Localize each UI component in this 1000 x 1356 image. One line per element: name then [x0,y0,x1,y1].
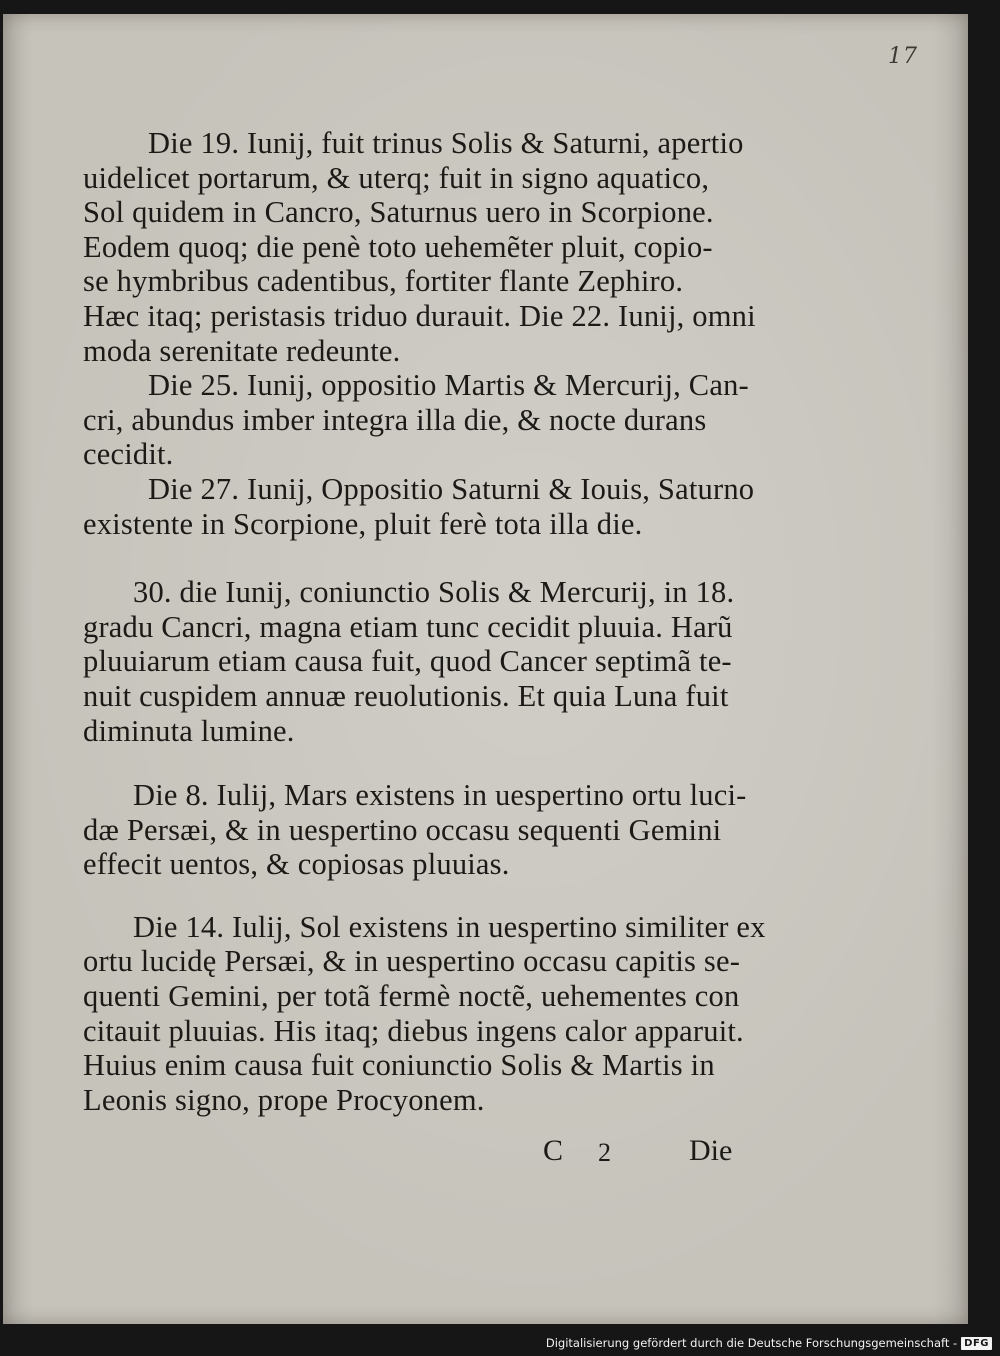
catchword: Die [689,1134,733,1167]
text-line: Eodem quoq; die penè toto uehemẽter pluit, copio- [83,229,713,264]
paragraph [83,368,773,472]
paragraph [83,910,773,1118]
text-line: Die 27. Iunij, Oppositio Saturni & Iouis, Saturno [148,471,755,506]
text-line: Leonis signo, prope Procyonem. [83,1082,485,1117]
text-line: cri, abundus imber integra illa die, & nocte durans [83,402,707,437]
main-text [83,126,773,1117]
text-line: effecit uentos, & copiosas pluuias. [83,847,510,882]
text-line: existente in Scorpione, pluit ferè tota illa die. [83,506,643,541]
text-line: dæ Persæi, & in uespertino occasu sequenti Gemini [83,812,722,847]
text-line: Huius enim causa fuit coniunctio Solis & Martis in [83,1048,715,1083]
text-line: Hæc itaq; peristasis triduo durauit. Die 22. Iunij, omni [83,298,756,333]
text-line: Sol quidem in Cancro, Saturnus uero in Scorpione. [83,195,714,230]
text-line: citauit pluuias. His itaq; diebus ingens calor apparuit. [83,1013,744,1048]
paragraph [83,778,773,882]
text-line: diminuta lumine. [83,713,295,748]
text-line: Die 19. Iunij, fuit trinus Solis & Saturni, apertio [148,126,744,160]
text-line: uidelicet portarum, & uterq; fuit in signo aquatico, [83,160,710,195]
footer-credit [546,1336,992,1350]
paragraph [83,575,773,748]
text-line: quenti Gemini, per totã fermè noctẽ, uehementes con [83,979,740,1014]
text-line: 30. die Iunij, coniunctio Solis & Mercurij, in 18. [133,575,735,610]
signature-mark: C [543,1134,564,1167]
text-line: se hymbribus cadentibus, fortiter flante Zephiro. [83,264,684,299]
text-line: moda serenitate redeunte. [83,333,401,368]
signature-number: 2 [598,1138,611,1167]
text-line: gradu Cancri, magna etiam tunc cecidit pluuia. Harũ [83,609,733,644]
text-line: pluuiarum etiam causa fuit, quod Cancer septimã te- [83,644,732,679]
text-line: Die 8. Iulij, Mars existens in uespertino ortu luci- [133,778,747,813]
dfg-logo-icon: DFG [961,1337,992,1350]
book-page [3,14,968,1324]
text-line: cecidit. [83,437,174,472]
text-line: nuit cuspidem annuæ reuolutionis. Et quia Luna fuit [83,678,729,713]
folio-number: 17 [888,44,918,69]
paragraph [83,126,773,368]
text-line: ortu lucidę Persæi, & in uespertino occasu capitis se- [83,944,741,979]
text-line: Die 25. Iunij, oppositio Martis & Mercurij, Can- [148,368,749,403]
paragraph [83,472,773,541]
text-line: Die 14. Iulij, Sol existens in uespertino similiter ex [133,909,766,944]
footer-text: Digitalisierung gefördert durch die Deutsche Forschungsgemeinschaft - [545,1336,958,1350]
